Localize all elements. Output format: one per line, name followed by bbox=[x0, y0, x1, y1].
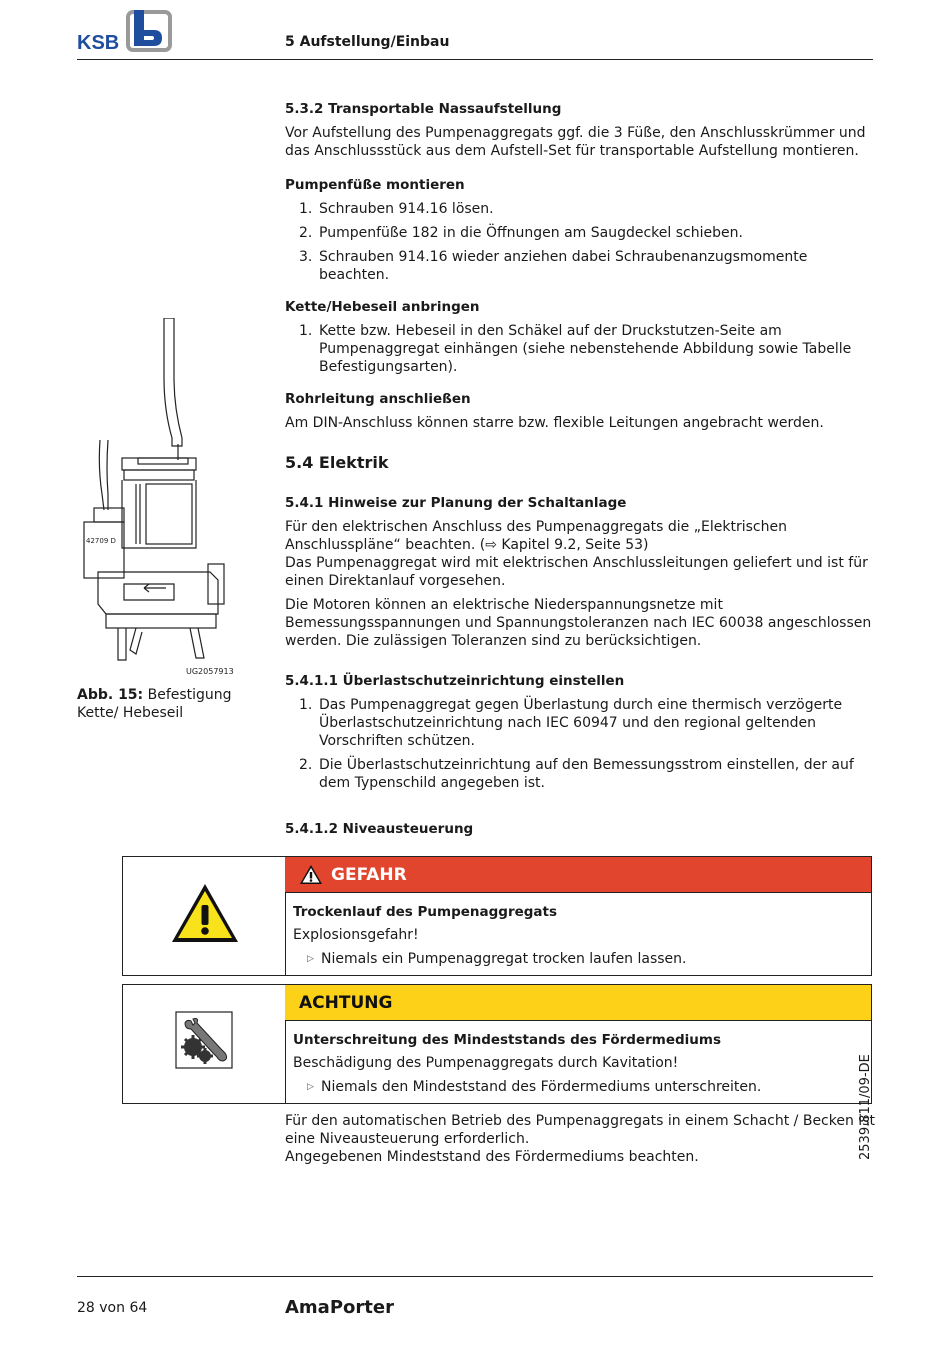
caution-consequence: Beschädigung des Pumpenaggregats durch Kavitation! bbox=[293, 1055, 679, 1071]
caption-label: Abb. 15: bbox=[77, 687, 144, 703]
section-5-4-1-2-title: 5.4.1.2 Niveausteuerung bbox=[285, 821, 474, 837]
list-item: 1. Schrauben 914.16 lösen. bbox=[299, 201, 494, 217]
chain-steps bbox=[285, 322, 875, 376]
section-5-4-1-p2: Das Pumpenaggregat wird mit elektrischen Anschlussleitungen geliefert und ist für einen Direktanlauf vorgesehen. bbox=[285, 555, 868, 589]
danger-label: GEFAHR bbox=[331, 865, 407, 885]
danger-notice bbox=[122, 856, 872, 976]
feet-title: Pumpenfüße montieren bbox=[285, 177, 465, 193]
section-5-3-2-title: 5.3.2 Transportable Nassaufstellung bbox=[285, 101, 562, 117]
closing-p1: Für den automatischen Betrieb des Pumpenaggregats in einem Schacht / Becken ist eine Niveausteuerung erforderlich. bbox=[285, 1113, 875, 1147]
danger-body bbox=[293, 903, 863, 968]
header-rule bbox=[77, 59, 873, 60]
section-5-4-1-1-title: 5.4.1.1 Überlastschutzeinrichtung einstellen bbox=[285, 673, 625, 689]
feet-steps bbox=[285, 200, 875, 284]
pipe-title: Rohrleitung anschließen bbox=[285, 391, 471, 407]
danger-icon-cell bbox=[123, 857, 286, 975]
list-item: 2. Pumpenfüße 182 in die Öffnungen am Saugdeckel schieben. bbox=[299, 225, 743, 241]
list-item: 3. Schrauben 914.16 wieder anziehen dabei Schraubenanzugsmomente beachten. bbox=[299, 249, 808, 283]
figure-plate: 42709 D bbox=[86, 537, 116, 545]
document-id: 2539.811/09-DE bbox=[858, 1054, 873, 1160]
caution-label: ACHTUNG bbox=[299, 993, 393, 1013]
figure-caption bbox=[77, 686, 277, 722]
caption-text: Befestigung Kette/ Hebeseil bbox=[77, 687, 232, 721]
closing-text bbox=[285, 1112, 875, 1166]
caution-title: Unterschreitung des Mindeststands des Fördermediums bbox=[293, 1032, 721, 1048]
chapter-title: 5 Aufstellung/Einbau bbox=[285, 34, 450, 50]
warning-small-icon bbox=[299, 864, 323, 885]
logo-text: KSB bbox=[77, 32, 120, 54]
ksb-logo bbox=[77, 10, 177, 54]
section-5-4-1-p1: Für den elektrischen Anschluss des Pumpenaggregats die „Elektrischen Anschlusspläne“ beachten. (⇨ Kapitel 9.2, Seite 53) bbox=[285, 519, 787, 553]
section-5-3-2-intro: Vor Aufstellung des Pumpenaggregats ggf. die 3 Füße, den Anschlusskrümmer und das Anschlussstück aus dem Aufstell-Set für transportable Aufstellung montieren. bbox=[285, 125, 866, 159]
caution-header bbox=[285, 985, 871, 1021]
list-item: 1. Das Pumpenaggregat gegen Überlastung durch eine thermisch verzögerte Überlastschutzeinrichtung nach IEC 60947 und den regional geltenden Vorschriften schützen. bbox=[299, 697, 843, 749]
caution-notice bbox=[122, 984, 872, 1104]
chain-title: Kette/Hebeseil anbringen bbox=[285, 299, 480, 315]
bullet-triangle-icon: ▷ bbox=[307, 954, 314, 964]
caution-action-text: Niemals den Mindeststand des Fördermediums unterschreiten. bbox=[321, 1079, 762, 1095]
list-item: 2. Die Überlastschutzeinrichtung auf den Bemessungsstrom einstellen, der auf dem Typenschild angegeben ist. bbox=[299, 757, 854, 791]
danger-title: Trockenlauf des Pumpenaggregats bbox=[293, 904, 558, 920]
main-column bbox=[285, 100, 875, 838]
page-number: 28 von 64 bbox=[77, 1300, 148, 1316]
figure-code: UG2057913 bbox=[186, 667, 234, 676]
pipe-text: Am DIN-Anschluss können starre bzw. flexible Leitungen angebracht werden. bbox=[285, 415, 824, 431]
footer-rule bbox=[77, 1276, 873, 1277]
caution-action bbox=[293, 1078, 863, 1096]
bullet-triangle-icon: ▷ bbox=[307, 1082, 314, 1092]
caution-icon-cell bbox=[123, 985, 286, 1103]
caution-body bbox=[293, 1031, 863, 1096]
danger-action bbox=[293, 950, 863, 968]
gears-wrench-icon bbox=[175, 1011, 233, 1069]
section-5-4-1-p3: Die Motoren können an elektrische Niederspannungsnetze mit Bemessungsspannungen und Spannungstoleranzen nach IEC 60038 angeschlossen werden. Die zulässigen Toleranzen sind zu berücksichtigen. bbox=[285, 597, 872, 649]
product-name: AmaPorter bbox=[285, 1297, 394, 1318]
danger-consequence: Explosionsgefahr! bbox=[293, 927, 419, 943]
overload-steps bbox=[285, 696, 875, 792]
ksb-logo-mark bbox=[124, 10, 174, 54]
warning-triangle-icon bbox=[169, 881, 241, 945]
section-5-4-title: 5.4 Elektrik bbox=[285, 453, 389, 472]
closing-p2: Angegebenen Mindeststand des Fördermediums beachten. bbox=[285, 1149, 699, 1165]
danger-header bbox=[285, 857, 871, 893]
section-5-4-1-title: 5.4.1 Hinweise zur Planung der Schaltanlage bbox=[285, 495, 627, 511]
pump-illustration bbox=[78, 318, 278, 678]
list-item: 1. Kette bzw. Hebeseil in den Schäkel auf der Druckstutzen-Seite am Pumpenaggregat einhängen (siehe nebenstehende Abbildung sowie Tabelle Befestigungsarten). bbox=[299, 323, 852, 375]
danger-action-text: Niemals ein Pumpenaggregat trocken laufen lassen. bbox=[321, 951, 687, 967]
